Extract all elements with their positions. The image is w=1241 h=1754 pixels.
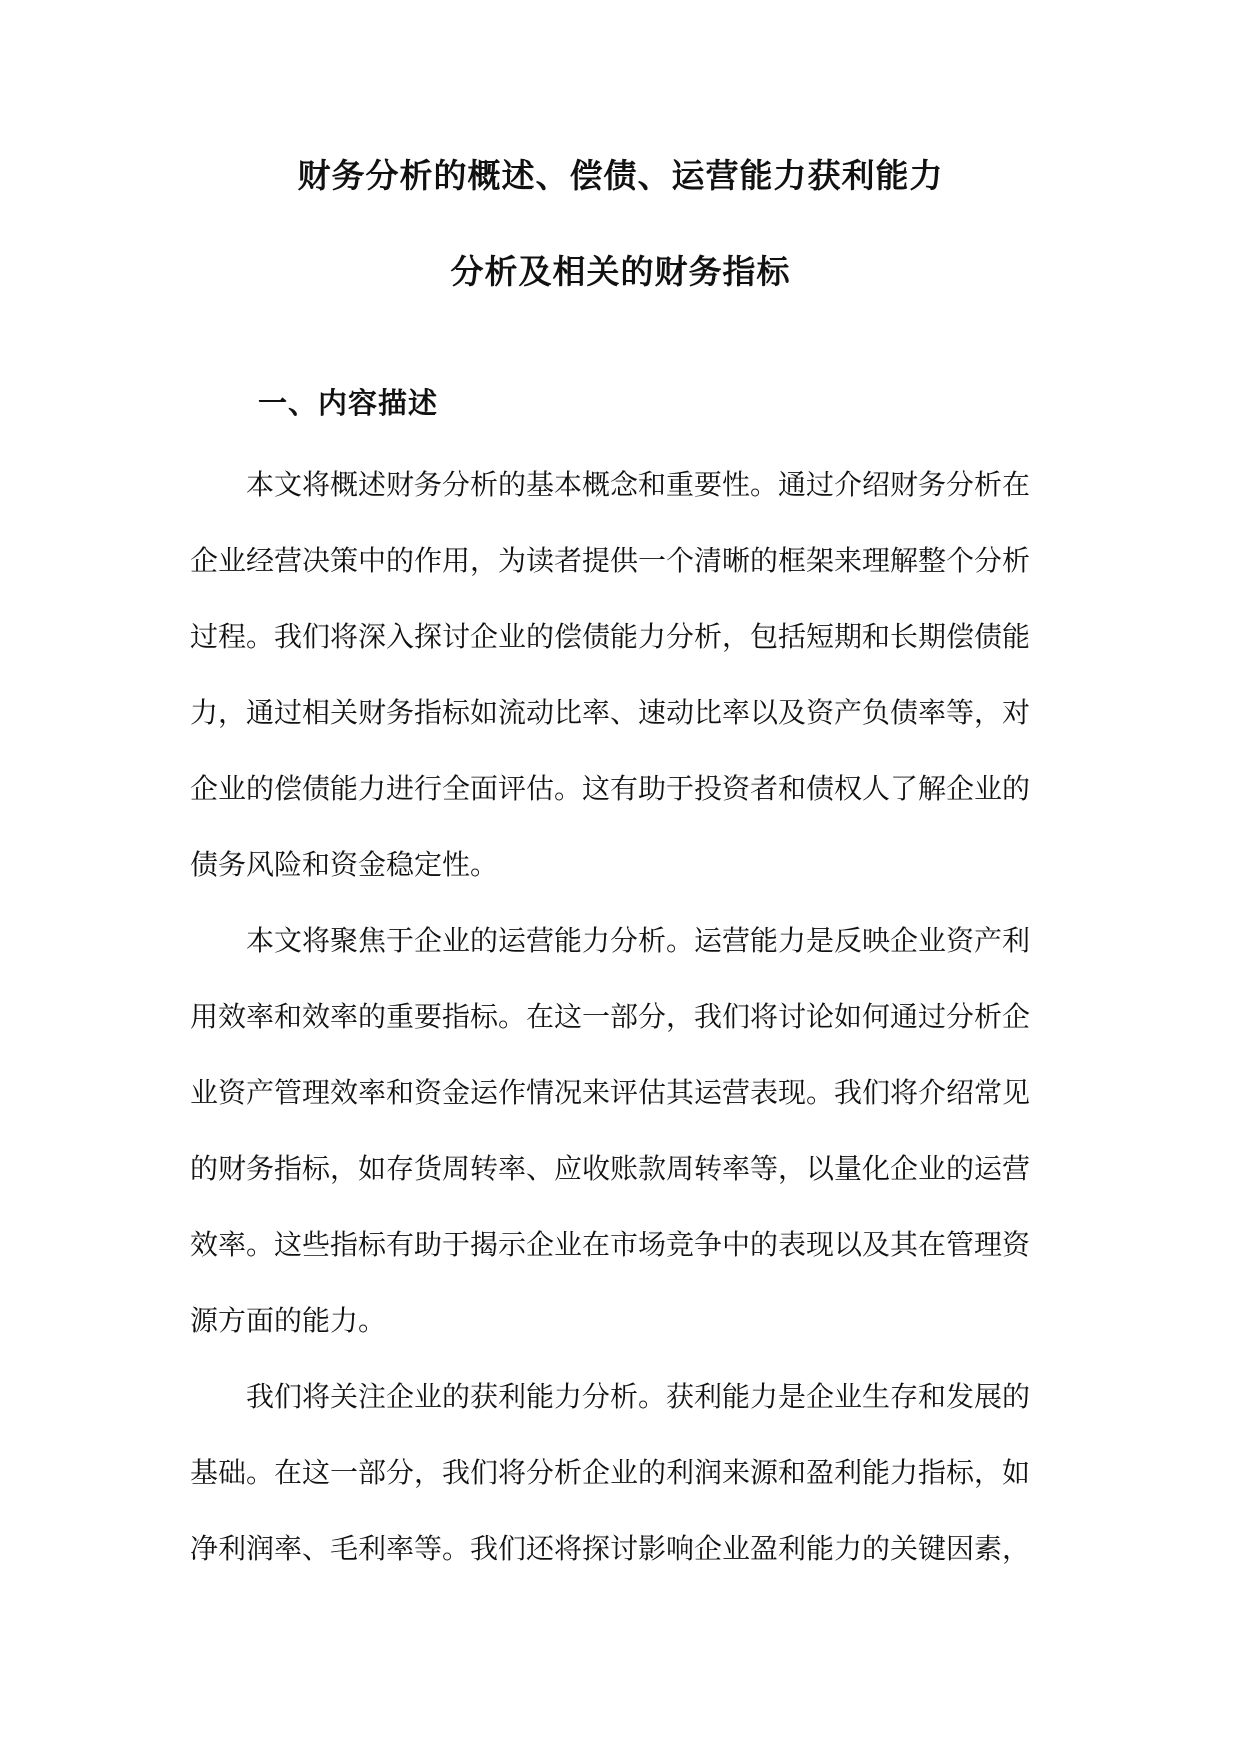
paragraph-line: 企业的偿债能力进行全面评估。这有助于投资者和债权人了解企业的 — [190, 772, 1031, 805]
paragraph-line: 业资产管理效率和资金运作情况来评估其运营表现。我们将介绍常见 — [190, 1076, 1031, 1109]
document-title-line-1: 财务分析的概述、偿债、运营能力获利能力 — [297, 156, 944, 195]
paragraph-line: 净利润率、毛利率等。我们还将探讨影响企业盈利能力的关键因素， — [190, 1532, 1031, 1565]
paragraph-line: 基础。在这一部分，我们将分析企业的利润来源和盈利能力指标，如 — [190, 1456, 1031, 1489]
paragraph-line: 本文将概述财务分析的基本概念和重要性。通过介绍财务分析在 — [246, 468, 1031, 501]
paragraph-line: 源方面的能力。 — [190, 1304, 387, 1337]
paragraph-line: 本文将聚焦于企业的运营能力分析。运营能力是反映企业资产利 — [246, 924, 1031, 957]
paragraph-line: 债务风险和资金稳定性。 — [190, 848, 499, 881]
document-title-line-2: 分析及相关的财务指标 — [450, 252, 791, 291]
paragraph-line: 的财务指标，如存货周转率、应收账款周转率等，以量化企业的运营 — [190, 1152, 1031, 1185]
paragraph-line: 效率。这些指标有助于揭示企业在市场竞争中的表现以及其在管理资 — [190, 1228, 1031, 1261]
paragraph-line: 力，通过相关财务指标如流动比率、速动比率以及资产负债率等，对 — [190, 696, 1031, 729]
paragraph-line: 我们将关注企业的获利能力分析。获利能力是企业生存和发展的 — [246, 1380, 1031, 1413]
paragraph-line: 企业经营决策中的作用，为读者提供一个清晰的框架来理解整个分析 — [190, 544, 1031, 577]
paragraph-line: 过程。我们将深入探讨企业的偿债能力分析，包括短期和长期偿债能 — [190, 620, 1031, 653]
paragraph-line: 用效率和效率的重要指标。在这一部分，我们将讨论如何通过分析企 — [190, 1000, 1031, 1033]
section-heading: 一、内容描述 — [258, 386, 439, 420]
